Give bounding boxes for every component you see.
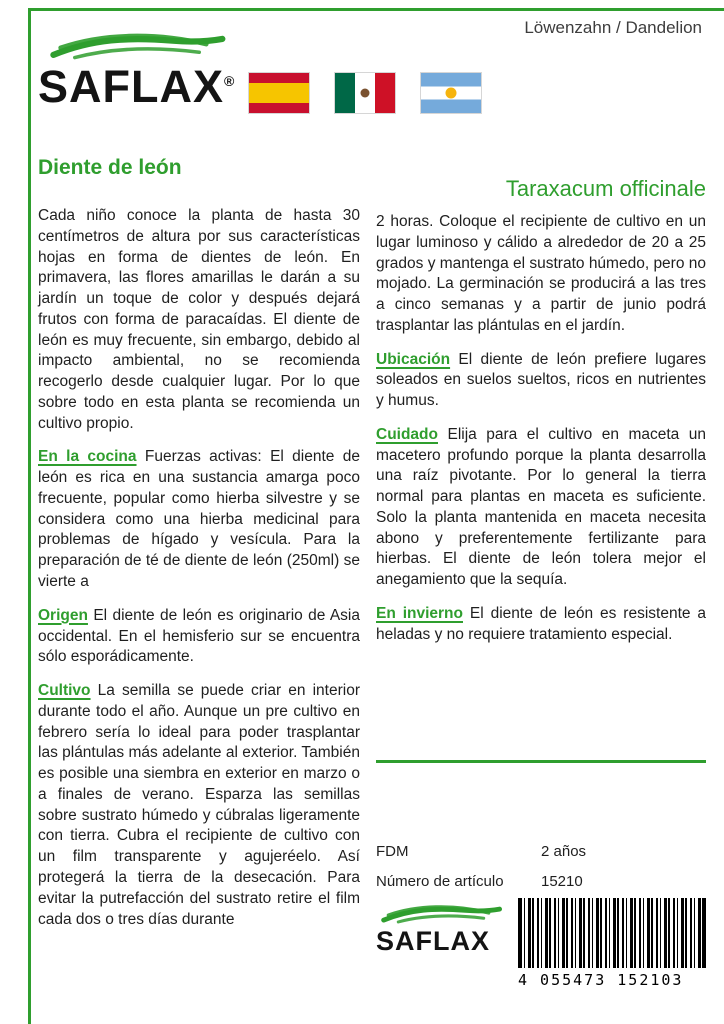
frame-top-line	[28, 8, 724, 11]
species-title: Taraxacum officinale	[505, 176, 706, 201]
barcode-number: 4 055473 152103	[518, 971, 684, 989]
section-en-invierno	[376, 604, 706, 646]
divider-line	[376, 760, 706, 763]
fdm-value: 2 años	[541, 843, 587, 860]
section-heading: En invierno	[376, 605, 463, 623]
info-row-fdm	[376, 843, 706, 860]
section-text: Fuerzas activas: El diente de león es rica en una sustancia amarga poco frecuente, popular como hierba silvestre y se considera como una hierba medicinal para problemas de hígado y vesícula. Para la preparación de té de diente de león (250ml) se vierte a	[38, 448, 360, 591]
section-heading: Ubicación	[376, 350, 451, 368]
section-text: El diente de león es originario de Asia occidental. En el hemisferio sur se encuentra sólo esporádicamente.	[38, 606, 360, 666]
section-en-la-cocina	[38, 447, 360, 592]
continuation-paragraph: 2 horas. Coloque el recipiente de cultivo en un lugar luminoso y cálido a alrededor de 20 a 25 grados y mantenga el sustrato húmedo, pero no mojado. La germinación se producirá a las tres a cinco semanas y a partir de junio podrá trasplantar las plántulas en el jardín.	[376, 213, 707, 334]
brand-name	[38, 61, 248, 112]
fdm-label: FDM	[376, 843, 409, 860]
brand-name-text: SAFLAX	[38, 61, 224, 112]
section-cuidado	[376, 425, 706, 591]
registered-mark: ®	[224, 73, 236, 89]
section-heading: Origen	[38, 606, 88, 624]
barcode-bars-icon	[518, 898, 706, 968]
argentina-flag-icon	[420, 72, 482, 114]
page-title: Diente de león	[38, 156, 182, 179]
section-text: Elija para el cultivo en maceta un macetero profundo porque la planta desarrolla una raíz pivotante. Por lo general la tierra normal para plantas en maceta es suficiente. Solo la planta mantenida en maceta necesita abono y preferentemente fertilizante para hierbas. El diente de león tolera mejor el anegamiento que la sequía.	[376, 425, 706, 589]
article-number-label: Número de artículo	[376, 873, 504, 890]
flags-row	[248, 72, 482, 114]
intro-paragraph: Cada niño conoce la planta de hasta 30 centímetros de altura por sus características hojas en forma de dientes de león. En primavera, las flores amarillas le darán a su jardín un toque de color y después dejará frutos con forma de paracaídas. El diente de león es muy frecuente, sin embargo, debido al impacto ambiental, no se recomienda recogerlo desde cualquier lugar. Por lo que sobre todo en esta planta se recomienda un cultivo propio.	[38, 207, 360, 432]
right-column	[376, 212, 706, 659]
variety-label: Löwenzahn / Dandelion	[524, 18, 702, 37]
footer-logo-scribble-icon	[380, 903, 502, 925]
spain-flag-icon	[248, 72, 310, 114]
frame-left-line	[28, 8, 31, 1024]
section-heading: Cuidado	[376, 425, 438, 443]
section-heading: En la cocina	[38, 448, 137, 466]
mexico-emblem-icon	[361, 89, 370, 98]
section-text: El diente de león es resistente a heladas y no requiere tratamiento especial.	[376, 605, 707, 643]
section-text: La semilla se puede criar en interior durante todo el año. Aunque un pre cultivo en febrero sería lo ideal para poder trasplantar las plántulas más adelante al exterior. También es posible una siembra en exterior en marzo o a finales de verano. Esparza las semillas sobre sustrato húmedo y cúbralas ligeramente con tierra. Cubra el recipiente de cultivo con un film transparente y agujeréelo. Así protegerá la tierra de la desecación. Para evitar la putrefacción del sustrato retire el film cada dos o tres días durante	[38, 682, 360, 928]
mexico-flag-icon	[334, 72, 396, 114]
article-number-value: 15210	[541, 873, 583, 890]
logo-scribble-icon	[38, 30, 236, 62]
footer-brand-name: SAFLAX	[376, 926, 490, 956]
section-heading: Cultivo	[38, 682, 91, 700]
section-cultivo	[38, 681, 360, 930]
section-ubicacion	[376, 350, 706, 412]
left-column	[38, 206, 360, 943]
argentina-sun-icon	[446, 88, 457, 99]
barcode	[518, 898, 708, 989]
brand-logo	[38, 30, 248, 112]
footer-brand-logo	[376, 903, 516, 955]
info-row-article	[376, 873, 706, 890]
section-text: El diente de león prefiere lugares soleados en suelos sueltos, ricos en nutrientes y humus.	[376, 350, 706, 410]
section-origen	[38, 606, 360, 668]
